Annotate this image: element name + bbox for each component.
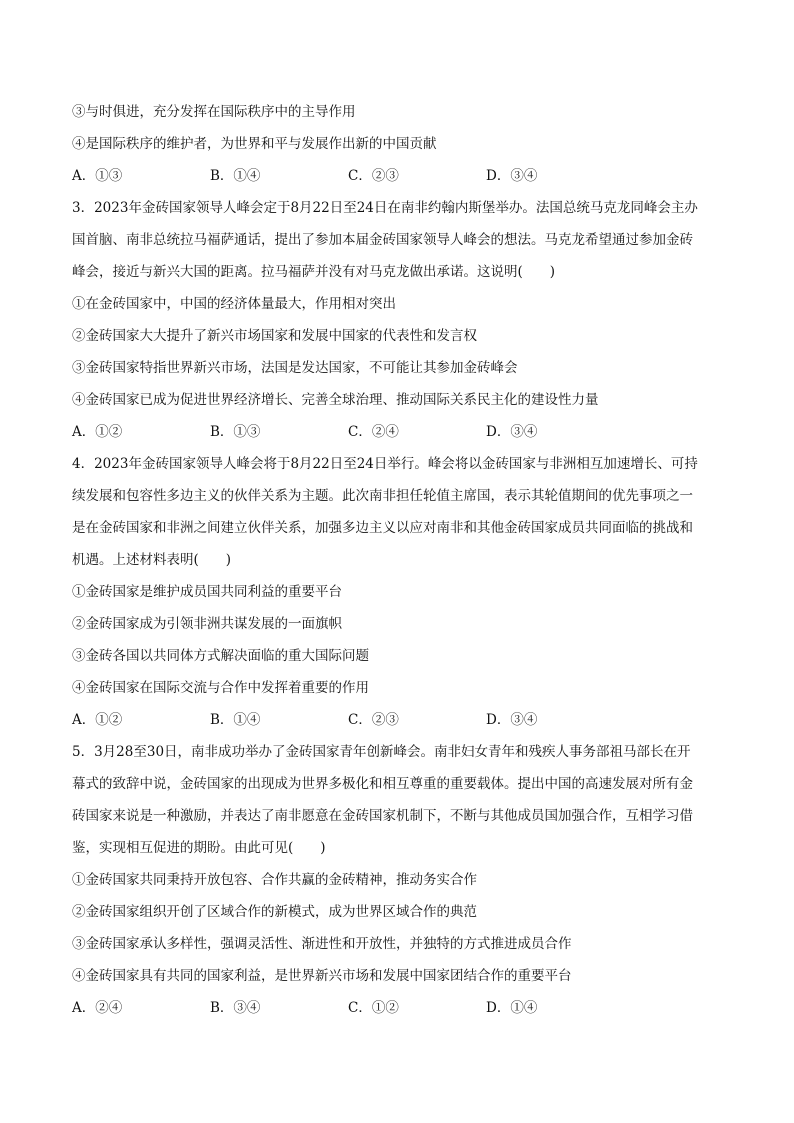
option-line: ③金砖国家特指世界新兴市场，法国是发达国家，不可能让其参加金砖峰会 — [72, 360, 518, 376]
choice-d: D．③④ — [486, 168, 538, 184]
answer-choices — [72, 416, 722, 448]
question-stem-line: 4．2023年金砖国家领导人峰会将于8月22日至24日举行。峰会将以金砖国家与非洲相互加速增长、可持 — [72, 456, 698, 472]
option-line: ①金砖国家共同秉持开放包容、合作共赢的金砖精神，推动务实合作 — [72, 872, 477, 888]
option-line: ③与时俱进，充分发挥在国际秩序中的主导作用 — [72, 104, 356, 120]
choice-c: C．②④ — [348, 424, 399, 440]
question-stem-line: 是在金砖国家和非洲之间建立伙伴关系，加强多边主义以应对南非和其他金砖国家成员共同面临的挑战和 — [72, 520, 693, 536]
option-line: ②金砖国家成为引领非洲共谋发展的一面旗帜 — [72, 616, 342, 632]
choice-d: D．③④ — [486, 424, 538, 440]
choice-a: A．①③ — [72, 168, 123, 184]
option-line: ①在金砖国家中，中国的经济体量最大，作用相对突出 — [72, 296, 396, 312]
answer-choices — [72, 992, 722, 1024]
option-line: ②金砖国家组织开创了区域合作的新模式，成为世界区域合作的典范 — [72, 904, 477, 920]
question-stem-line: 鉴，实现相互促进的期盼。由此可见( ) — [72, 840, 326, 856]
exam-page — [72, 96, 722, 1024]
choice-c: C．①② — [348, 1000, 399, 1016]
question-3 — [72, 192, 722, 448]
question-stem-line: 续发展和包容性多边主义的伙伴关系为主题。此次南非担任轮值主席国，表示其轮值期间的优先事项之一 — [72, 488, 693, 504]
option-line: ③金砖各国以共同体方式解决面临的重大国际问题 — [72, 648, 369, 664]
question-stem-line: 砖国家来说是一种激励，并表达了南非愿意在金砖国家机制下，不断与其他成员国加强合作，互相学习借 — [72, 808, 693, 824]
option-line: ①金砖国家是维护成员国共同利益的重要平台 — [72, 584, 342, 600]
question-stem-line: 3．2023年金砖国家领导人峰会定于8月22日至24日在南非约翰内斯堡举办。法国总统马克龙同峰会主办 — [72, 200, 698, 216]
choice-b: B．③④ — [210, 1000, 261, 1016]
option-line: ③金砖国家承认多样性，强调灵活性、渐进性和开放性，并独特的方式推进成员合作 — [72, 936, 572, 952]
choice-b: B．①④ — [210, 168, 261, 184]
option-line: ④是国际秩序的维护者，为世界和平与发展作出新的中国贡献 — [72, 136, 437, 152]
choice-a: A．②④ — [72, 1000, 123, 1016]
choice-c: C．②③ — [348, 712, 399, 728]
choice-b: B．①③ — [210, 424, 261, 440]
question-4 — [72, 448, 722, 736]
choice-d: D．①④ — [486, 1000, 538, 1016]
choice-a: A．①② — [72, 424, 123, 440]
option-line: ②金砖国家大大提升了新兴市场国家和发展中国家的代表性和发言权 — [72, 328, 477, 344]
answer-choices — [72, 160, 722, 192]
question-stem-line: 5．3月28至30日，南非成功举办了金砖国家青年创新峰会。南非妇女青年和残疾人事务部祖马部长在开 — [72, 744, 691, 760]
question-stem-line: 国首脑、南非总统拉马福萨通话，提出了参加本届金砖国家领导人峰会的想法。马克龙希望通过参加金砖 — [72, 232, 693, 248]
choice-b: B．①④ — [210, 712, 261, 728]
option-line: ④金砖国家已成为促进世界经济增长、完善全球治理、推动国际关系民主化的建设性力量 — [72, 392, 599, 408]
question-stem-line: 幕式的致辞中说，金砖国家的出现成为世界多极化和相互尊重的重要载体。提出中国的高速发展对所有金 — [72, 776, 693, 792]
question-stem-line: 峰会，接近与新兴大国的距离。拉马福萨并没有对马克龙做出承诺。这说明( ) — [72, 264, 556, 280]
question-5 — [72, 736, 722, 1024]
question-stem-line: 机遇。上述材料表明( ) — [72, 552, 232, 568]
option-line: ④金砖国家具有共同的国家利益，是世界新兴市场和发展中国家团结合作的重要平台 — [72, 968, 572, 984]
choice-c: C．②③ — [348, 168, 399, 184]
option-line: ④金砖国家在国际交流与合作中发挥着重要的作用 — [72, 680, 369, 696]
answer-choices — [72, 704, 722, 736]
choice-d: D．③④ — [486, 712, 538, 728]
choice-a: A．①② — [72, 712, 123, 728]
